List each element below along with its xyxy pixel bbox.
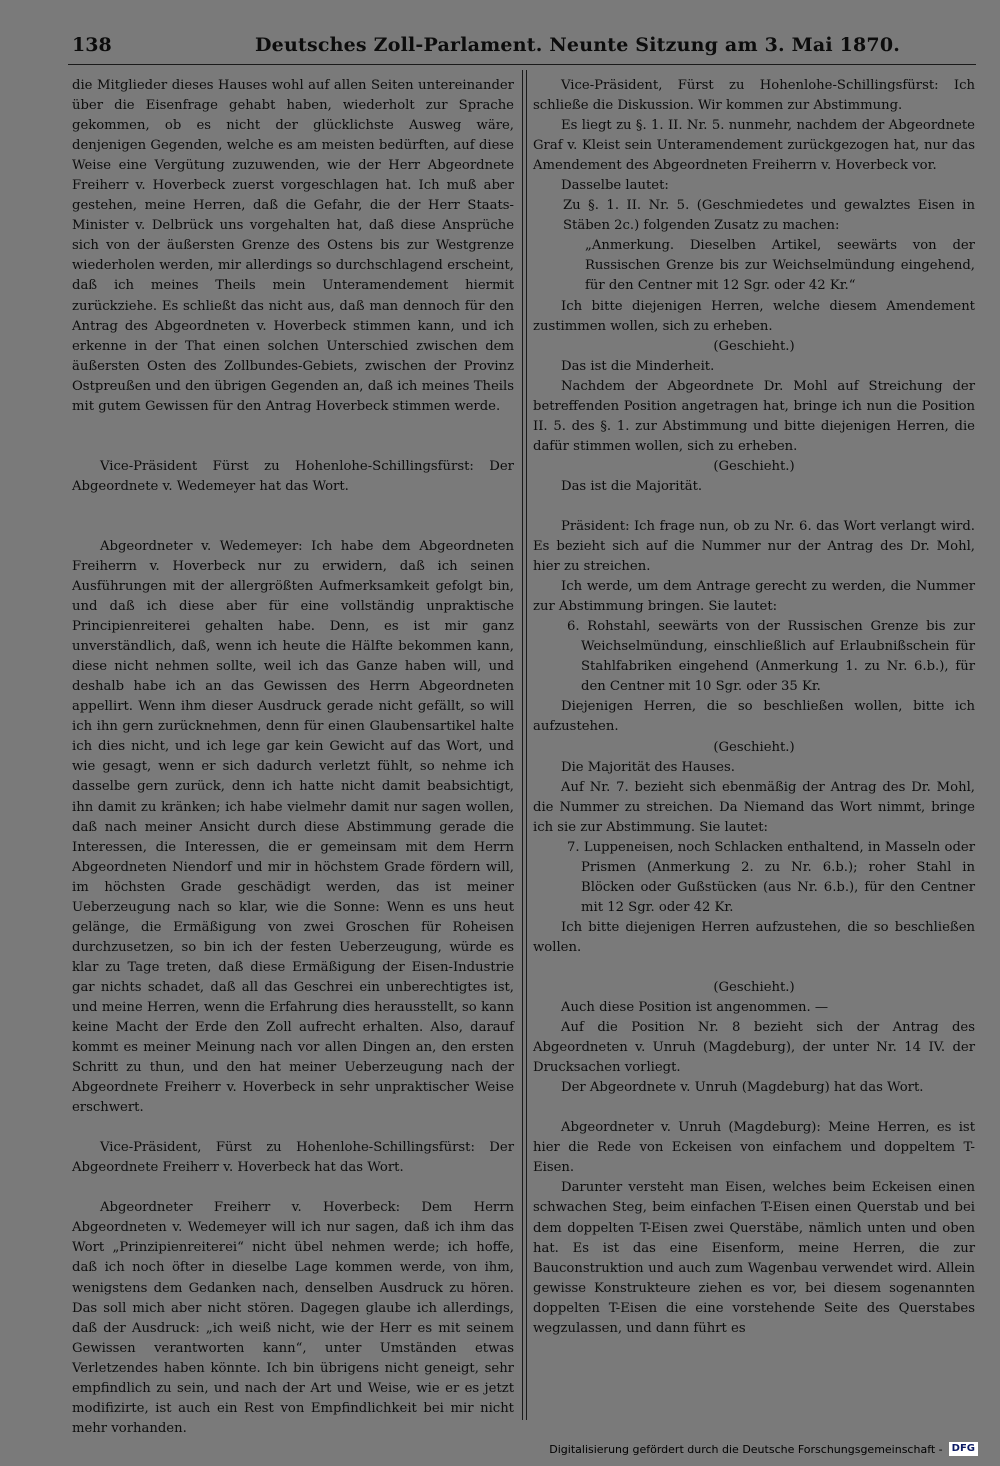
paragraph: Ich bitte diejenigen Herren, welche diesem Amendement zustimmen wollen, sich zu erheben. bbox=[533, 298, 975, 334]
stage-note: (Geschieht.) bbox=[713, 980, 795, 996]
speaker-paragraph: Abgeordneter Freiherr v. Hoverbeck: Dem Herrn Abgeordneten v. Wedemeyer will ich nur sagen, daß ich ihm das Wort „Prinzipienreiterei“ nicht übel nehmen werde; ich hoffe, daß ich noch öfter in dieselbe Lage kommen werde, von ihm, wenigstens dem Gedanken nach, denselben Ausdruck zu hören. Das soll mich aber nicht stören. Dagegen glaube ich allerdings, daß der Ausdruck: „ich weiß nicht, wie der Herr es mit seinem Gewissen verantworten kann“, unter Umständen etwas Verletzendes haben könnte. Ich bin übrigens nicht geneigt, sehr empfindlich zu sein, und nach der Art und Weise, wie er es jetzt modifizirte, ist auch ein Rest von Empfindlichkeit bei mir nicht mehr vorhanden. bbox=[72, 1200, 514, 1436]
paragraph: Dasselbe lautet: bbox=[561, 178, 669, 194]
speaker-paragraph: Vice-Präsident Fürst zu Hohenlohe-Schillingsfürst: Der Abgeordnete v. Wedemeyer hat das Wort. bbox=[72, 458, 514, 494]
stage-note: (Geschieht.) bbox=[713, 338, 795, 354]
page-header bbox=[72, 34, 972, 62]
header-rule bbox=[68, 64, 976, 65]
amendment-quote: „Anmerkung. Dieselben Artikel, seewärts von der Russischen Grenze bis zur Weichselmündung eingehend, für den Centner mit 12 Sgr. oder 42 Kr.“ bbox=[585, 238, 975, 294]
footer-text: Digitalisierung gefördert durch die Deutsche Forschungsgemeinschaft - bbox=[549, 1442, 943, 1456]
paragraph: Diejenigen Herren, die so beschließen wollen, bitte ich aufzustehen. bbox=[533, 699, 975, 735]
running-title: Deutsches Zoll-Parlament. Neunte Sitzung am 3. Mai 1870. bbox=[255, 34, 901, 56]
paragraph: Auf Nr. 7. bezieht sich ebenmäßig der Antrag des Dr. Mohl, die Nummer zu streichen. Da Niemand das Wort nimmt, bringe ich sie zur Abstimmung. Sie lautet: bbox=[533, 779, 975, 835]
paragraph: Ich bitte diejenigen Herren aufzustehen, die so beschließen wollen. bbox=[533, 919, 975, 955]
speaker-paragraph: Präsident: Ich frage nun, ob zu Nr. 6. das Wort verlangt wird. Es bezieht sich auf die Nummer nur der Antrag des Dr. Mohl, hier zu streichen. bbox=[533, 518, 975, 575]
column-divider-second-line bbox=[526, 70, 527, 1420]
tariff-item: 7. Luppeneisen, noch Schlacken enthaltend, in Masseln oder Prismen (Anmerkung 2. zu Nr. 6.b.); roher Stahl in Blöcken oder Gußstücken (aus Nr. 6.b.), für den Centner mit 12 Sgr. oder 42 Kr. bbox=[567, 839, 975, 915]
paragraph: Nachdem der Abgeordnete Dr. Mohl auf Streichung der betreffenden Position angetragen hat, bringe ich nun die Position II. 5. des §. 1. zur Abstimmung und bitte diejenigen Herren, die dafür stimmen wollen, sich zu erheben. bbox=[533, 378, 975, 454]
paragraph: Das ist die Minderheit. bbox=[561, 358, 715, 374]
speaker-paragraph: Abgeordneter v. Unruh (Magdeburg): Meine Herren, es ist hier die Rede von Eckeisen von einfachem und doppeltem T-Eisen. bbox=[533, 1120, 975, 1176]
column-divider bbox=[522, 70, 523, 1420]
paragraph: Die Majorität des Hauses. bbox=[561, 759, 735, 775]
stage-note: (Geschieht.) bbox=[713, 739, 795, 755]
paragraph: Es liegt zu §. 1. II. Nr. 5. nunmehr, nachdem der Abgeordnete Graf v. Kleist sein Unteramendement zurückgezogen hat, nur das Amendement des Abgeordneten Freiherrn v. Hoverbeck vor. bbox=[533, 118, 975, 174]
paragraph: Ich werde, um dem Antrage gerecht zu werden, die Nummer zur Abstimmung bringen. Sie lautet: bbox=[533, 579, 975, 615]
tariff-item: 6. Rohstahl, seewärts von der Russischen Grenze bis zur Weichselmündung, einschließlich auf Erlaubnißschein für Stahlfabriken eingehend (Anmerkung 1. zu Nr. 6.b.), für den Centner mit 10 Sgr. oder 35 Kr. bbox=[567, 619, 975, 695]
speaker-paragraph: Abgeordneter v. Wedemeyer: Ich habe dem Abgeordneten Freiherrn v. Hoverbeck nur zu erwidern, daß ich seinen Ausführungen mit der allergrößten Aufmerksamkeit gefolgt bin, und daß ich diese aber für eine vollständig unpraktische Principienreiterei gehalten habe. Denn, es ist mir ganz unverständlich, daß, wenn ich heute die Hälfte bekommen kann, diese nicht nehmen sollte, weil ich das Ganze haben will, und deshalb habe ich an das Gewissen des Herrn Abgeordneten appellirt. Wenn ihm dieser Ausdruck gerade nicht gefällt, so will ich ihn gern zurücknehmen, denn für einen Glaubensartikel halte ich dies nicht, und ich lege gar kein Gewicht auf das Wort, und wie gesagt, wenn er sich dadurch verletzt fühlt, so nehme ich dasselbe gern zurück, denn ich hatte nicht damit beabsichtigt, ihn damit zu kränken; ich habe vielmehr damit nur sagen wollen, daß nach meiner Ansicht durch diese Abstimmung gerade die Interessen, die Interessen, die er gemeinsam mit dem Herrn Abgeordneten Niendorf und mir in höchstem Grade fördern will, im höchsten Grade geschädigt werden, das ist meiner Ueberzeugung nach so klar, wie die Sonne: Wenn es uns heut gelänge, die Ermäßigung von zwei Groschen für Roheisen durchzusetzen, so bin ich der festen Ueberzeugung, würde es klar zu Tage treten, daß diese Ermäßigung der Eisen-Industrie gar nichts schadet, daß all das Geschrei ein unberechtigtes ist, und meine Herren, wenn die Erfahrung dies herausstellt, so kann keine Macht der Erde den Zoll aufrecht erhalten. Also, darauf kommt es meiner Meinung nach vor allen Dingen an, den ersten Schritt zu thun, und den hat meiner Ueberzeugung nach der Abgeordnete Freiherr v. Hoverbeck in sehr unpraktischer Weise erschwert. bbox=[72, 538, 514, 1116]
dfg-logo: DFG bbox=[949, 1442, 978, 1456]
speaker-paragraph: Vice-Präsident, Fürst zu Hohenlohe-Schillingsfürst: Ich schließe die Diskussion. Wir kommen zur Abstimmung. bbox=[533, 78, 975, 114]
right-column bbox=[533, 76, 975, 1339]
paragraph: Auch diese Position ist angenommen. — bbox=[561, 1000, 829, 1016]
page-number: 138 bbox=[72, 34, 112, 56]
footer-credit bbox=[549, 1442, 978, 1456]
paragraph: Der Abgeordnete v. Unruh (Magdeburg) hat das Wort. bbox=[561, 1080, 924, 1096]
paragraph: die Mitglieder dieses Hauses wohl auf allen Seiten untereinander über die Eisenfrage gehabt haben, wiederholt zur Sprache gekommen, ob es nicht der glücklichste Ausweg wäre, denjenigen Gegenden, welche es am meisten bedürften, auf diese Weise eine Vergütung zuzuwenden, wie der Herr Abgeordnete Freiherr v. Hoverbeck zuerst vorgeschlagen hat. Ich muß aber gestehen, meine Herren, daß die Gefahr, die der Herr Staats-Minister v. Delbrück uns vorgehalten hat, daß diese Ansprüche sich von der äußersten Grenze des Ostens bis zur Westgrenze wiederholen werden, mir allerdings so durchschlagend erscheint, daß ich meines Theils mein Unteramendement hiermit zurückziehe. Es schließt das nicht aus, daß man dennoch für den Antrag des Abgeordneten v. Hoverbeck stimmen kann, und ich erkenne in der That einen solchen Unterschied zwischen dem äußersten Osten des Zollbundes-Gebiets, zwischen der Provinz Ostpreußen und den übrigen Gegenden an, daß ich meines Theils mit gutem Gewissen für den Antrag Hoverbeck stimmen werde. bbox=[72, 78, 514, 414]
paragraph: Auf die Position Nr. 8 bezieht sich der Antrag des Abgeordneten v. Unruh (Magdeburg), der unter Nr. 14 IV. der Drucksachen vorliegt. bbox=[533, 1020, 975, 1076]
paragraph: Darunter versteht man Eisen, welches beim Eckeisen einen schwachen Steg, beim einfachen T-Eisen einen Querstab und bei dem doppelten T-Eisen zwei Querstäbe, nämlich unten und oben hat. Es ist das eine Eisenform, meine Herren, die zur Bauconstruktion und auch zum Wagenbau verwendet wird. Allein gewisse Konstrukteure ziehen es vor, bei diesem sogenannten doppelten T-Eisen die eine vorstehende Seite des Querstabes wegzulassen, und dann führt es bbox=[533, 1180, 975, 1336]
stage-note: (Geschieht.) bbox=[713, 458, 795, 474]
paragraph: Das ist die Majorität. bbox=[561, 478, 703, 494]
left-column bbox=[72, 76, 514, 1439]
speaker-paragraph: Vice-Präsident, Fürst zu Hohenlohe-Schillingsfürst: Der Abgeordnete Freiherr v. Hoverbeck hat das Wort. bbox=[72, 1140, 514, 1176]
amendment-text: Zu §. 1. II. Nr. 5. (Geschmiedetes und gewalztes Eisen in Stäben 2c.) folgenden Zusatz zu machen: bbox=[563, 198, 975, 234]
